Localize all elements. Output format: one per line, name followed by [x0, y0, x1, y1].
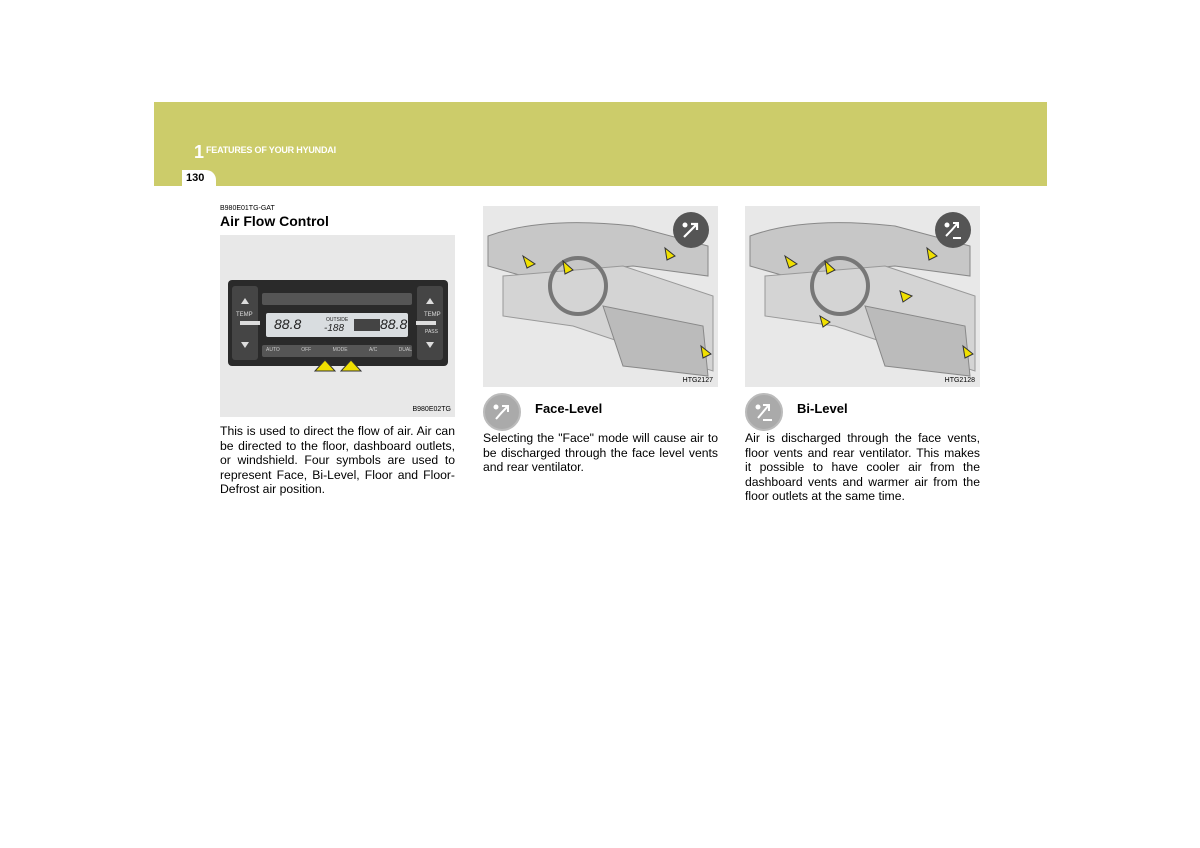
section-body: This is used to direct the flow of air. Air can be directed to the floor, dashboard outlets, or windshield. Four symbols are used to represent Face, Bi-Level, Floor and Floor-Defrost air position. [220, 424, 455, 497]
face-level-title: Face-Level [535, 401, 603, 416]
pass-label: PASS [425, 329, 438, 335]
face-level-figure [483, 206, 718, 387]
temp-right-label: TEMP [424, 312, 441, 318]
display-left-temp: 88.8 [274, 316, 302, 332]
bi-level-body: Air is discharged through the face vents, floor vents and rear ventilator. This makes it possible to have cooler air from the dashboard vents and warmer air from the floor outlets at the same time. [745, 431, 980, 504]
face-vent-icon [673, 212, 709, 248]
display-outside-label: OUTSIDE [326, 317, 349, 323]
dual-button: DUAL [398, 347, 412, 353]
bi-level-icon [745, 393, 783, 431]
bi-level-vent-icon [935, 212, 971, 248]
section-code: B980E01TG-GAT [220, 205, 275, 212]
display-outside-temp: -188 [324, 323, 345, 334]
display-right-temp: 88.8 [380, 316, 408, 332]
face-level-icon [483, 393, 521, 431]
chapter-title: FEATURES OF YOUR HYUNDAI [206, 145, 336, 155]
temp-left-label: TEMP [236, 312, 253, 318]
control-panel-figure [220, 235, 455, 417]
figure-caption: HTG2128 [944, 377, 975, 384]
chapter-number: 1 [194, 142, 205, 162]
page-number: 130 [186, 172, 205, 184]
face-level-body: Selecting the "Face" mode will cause air to be discharged through the face level vents and rear ventilator. [483, 431, 718, 475]
auto-button: AUTO [266, 347, 280, 353]
mode-button: MODE [332, 347, 348, 353]
off-button: OFF [301, 347, 312, 353]
section-title: Air Flow Control [220, 213, 329, 229]
chapter-header-band [154, 102, 1047, 186]
panel-button-row [266, 347, 412, 353]
bi-level-figure [745, 206, 980, 387]
bi-level-title: Bi-Level [797, 401, 848, 416]
figure-caption: B980E02TG [412, 406, 451, 413]
ac-button: A/C [368, 347, 378, 353]
figure-caption: HTG2127 [682, 377, 713, 384]
